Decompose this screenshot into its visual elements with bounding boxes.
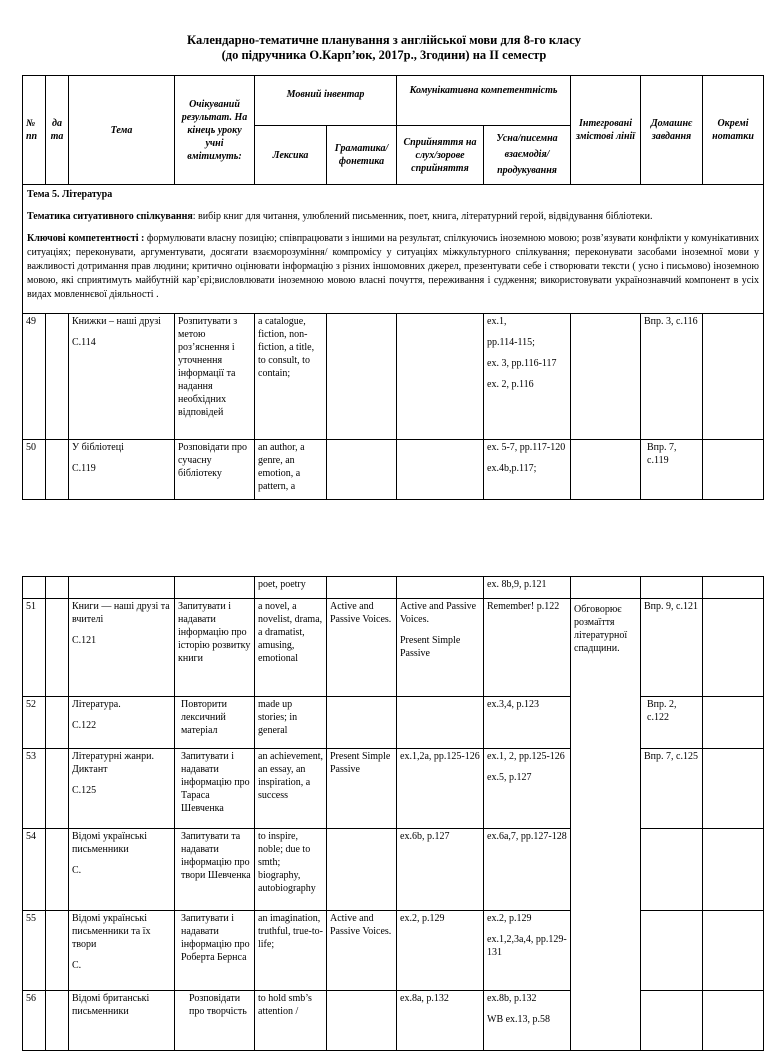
lesson-topic — [69, 314, 175, 440]
topic-page: С.121 — [72, 635, 97, 646]
lesson-integrated — [571, 314, 641, 440]
interaction-line: pp.114-115; — [487, 337, 535, 348]
lesson-homework — [641, 829, 703, 911]
lesson-homework: Впр. 9, с.121 — [641, 599, 703, 697]
table-row — [23, 599, 764, 697]
lesson-perception — [397, 599, 484, 697]
lesson-date — [46, 911, 69, 991]
header-perception: Сприйняття на слух/зорове сприйняття — [397, 126, 484, 185]
topic-text: Книжки – наші друзі — [72, 316, 161, 327]
lesson-perception: ex.1,2a, pp.125-126 — [397, 749, 484, 829]
lesson-result: Запитувати і надавати інформацію про Роберта Бернса — [175, 911, 255, 991]
title-line-2: (до підручника О.Карп’юк, 2017р., 3години) на ІІ семестр — [221, 48, 547, 62]
lesson-topic — [69, 991, 175, 1051]
header-notes: Окремі нотатки — [703, 76, 764, 185]
lesson-notes — [703, 991, 764, 1051]
lesson-perception: ex.6b, p.127 — [397, 829, 484, 911]
lesson-notes — [703, 599, 764, 697]
lesson-result: Повторити лексичний матеріал — [175, 697, 255, 749]
lesson-interaction — [484, 314, 571, 440]
lesson-homework: Впр. 7, с.119 — [641, 440, 703, 500]
lesson-perception — [397, 697, 484, 749]
lesson-grammar — [327, 440, 397, 500]
continuation-row — [23, 577, 764, 599]
topic-text: Література. — [72, 699, 121, 710]
lesson-result: Розпитувати з метою роз’яснення і уточнення інформації та надання необхідних відповідей — [175, 314, 255, 440]
interaction-line: ex.4b,p.117; — [487, 463, 537, 474]
interaction-line: ex.5, p.127 — [487, 772, 532, 783]
lesson-date — [46, 599, 69, 697]
lesson-grammar: Present Simple Passive — [327, 749, 397, 829]
lesson-number: 52 — [23, 697, 46, 749]
lesson-result: Розповідати про сучасну бібліотеку — [175, 440, 255, 500]
lesson-grammar: Active and Passive Voices. — [327, 911, 397, 991]
lesson-interaction: ex. 8b,9, p.121 — [484, 577, 571, 599]
lesson-notes — [703, 440, 764, 500]
interaction-line: ex. 2, p.116 — [487, 379, 534, 390]
lesson-interaction — [484, 911, 571, 991]
title-line-1: Календарно-тематичне планування з англійської мови для 8-го класу — [187, 33, 581, 47]
header-homework: Домашнє завдання — [641, 76, 703, 185]
lesson-lexis: a novel, a novelist, drama, a dramatist, amusing, emotional — [255, 599, 327, 697]
lesson-perception: ex.2, p.129 — [397, 911, 484, 991]
lesson-homework: Впр. 3, с.116 — [641, 314, 703, 440]
lesson-date — [46, 991, 69, 1051]
theme-title: Тема 5. Література — [27, 189, 113, 200]
lesson-notes — [703, 697, 764, 749]
plan-table-page-1 — [22, 75, 764, 500]
lesson-number: 56 — [23, 991, 46, 1051]
perception-line: Active and Passive Voices. — [400, 601, 477, 625]
header-communicative: Комунікативна компетентність — [397, 76, 571, 126]
lesson-lexis: made up stories; in general — [255, 697, 327, 749]
topic-page: С. — [72, 865, 82, 876]
lesson-number: 54 — [23, 829, 46, 911]
perception-line: Present Simple Passive — [400, 635, 461, 659]
lesson-lexis: an achievement, an essay, an inspiration, a success — [255, 749, 327, 829]
interaction-line: ex. 3, pp.116-117 — [487, 358, 557, 369]
topic-page: С. — [72, 960, 82, 971]
interaction-line: ex.1,2,3a,4, pp.129-131 — [487, 934, 567, 958]
lesson-date — [46, 697, 69, 749]
header-integrated: Інтегровані змістові лінії — [571, 76, 641, 185]
lesson-date — [46, 314, 69, 440]
table-row — [23, 911, 764, 991]
topic-text: У бібліотеці — [72, 442, 124, 453]
plan-table-page-2 — [22, 576, 764, 1051]
lesson-interaction — [484, 991, 571, 1051]
lesson-result: Запитувати та надавати інформацію про твори Шевченка — [175, 829, 255, 911]
lesson-interaction — [484, 440, 571, 500]
lesson-topic — [69, 829, 175, 911]
lesson-lexis: to hold smb’s attention / — [255, 991, 327, 1051]
lesson-lexis: an author, a genre, an emotion, a pattern, a — [255, 440, 327, 500]
lesson-number: 49 — [23, 314, 46, 440]
lesson-lexis: poet, poetry — [255, 577, 327, 599]
lesson-notes — [703, 911, 764, 991]
header-interaction: Усна/писемна взаємодія/ продукування — [484, 126, 571, 185]
lesson-number: 50 — [23, 440, 46, 500]
lesson-notes — [703, 314, 764, 440]
table-row — [23, 440, 764, 500]
lesson-lexis: to inspire, noble; due to smth; biography, autobiography — [255, 829, 327, 911]
lesson-interaction: Remember! p.122 — [484, 599, 571, 697]
header-lexis: Лексика — [255, 126, 327, 185]
section-note — [23, 185, 764, 314]
lesson-topic — [69, 911, 175, 991]
lesson-interaction: ex.6a,7, pp.127-128 — [484, 829, 571, 911]
lesson-date — [46, 440, 69, 500]
topic-text: Відомі українські письменники — [72, 831, 148, 855]
topic-text: Літературні жанри. Диктант — [72, 751, 154, 775]
topic-page: С.122 — [72, 720, 97, 731]
section-row — [23, 185, 764, 314]
lesson-homework: Впр. 2, с.122 — [641, 697, 703, 749]
lesson-result: Розповідати про творчість — [175, 991, 255, 1051]
lesson-number: 53 — [23, 749, 46, 829]
lesson-date — [46, 749, 69, 829]
table-row — [23, 991, 764, 1051]
header-result: Очікуваний результат. На кінець уроку учні вмітимуть: — [175, 76, 255, 185]
lesson-integrated: Обговорює розмаїття літературної спадщини. — [571, 599, 641, 1051]
interaction-line: ex.1, — [487, 316, 507, 327]
header-date: да та — [46, 76, 69, 185]
interaction-line: ex.2, p.129 — [487, 913, 532, 924]
situational-label: Тематика ситуативного спілкування — [27, 211, 193, 222]
lesson-lexis: an imagination, truthful, true-to-life; — [255, 911, 327, 991]
lesson-topic — [69, 697, 175, 749]
header-row — [23, 76, 764, 126]
topic-page: С.125 — [72, 785, 97, 796]
lesson-topic — [69, 749, 175, 829]
lesson-grammar — [327, 314, 397, 440]
header-language: Мовний інвентар — [255, 76, 397, 126]
lesson-homework: Впр. 7, с.125 — [641, 749, 703, 829]
lesson-grammar: Active and Passive Voices. — [327, 599, 397, 697]
lesson-interaction — [484, 749, 571, 829]
topic-text: Відомі британські письменники — [72, 993, 150, 1017]
table-row — [23, 697, 764, 749]
lesson-interaction: ex.3,4, p.123 — [484, 697, 571, 749]
lesson-grammar — [327, 697, 397, 749]
lesson-perception: ex.8a, p.132 — [397, 991, 484, 1051]
lesson-date — [46, 829, 69, 911]
table-row — [23, 314, 764, 440]
interaction-line: ex.8b, p.132 — [487, 993, 537, 1004]
lesson-grammar — [327, 829, 397, 911]
lesson-topic — [69, 440, 175, 500]
lesson-topic — [69, 599, 175, 697]
lesson-integrated — [571, 440, 641, 500]
competences-text: формулювати власну позицію; співпрацювати з іншими на результат, спілкуючись іноземною мовою; розв’язувати конфлікти у комунікативних ситуаціях; переконувати, аргументувати, досягати взаєморозуміння/ компромісу у ситуаціях міжкультурного спілкування; переконувати засобами іноземної мови у важливості дотримання прав людини; критично оцінювати інформацію з різних іншомовних джерел, презентувати себе і створювати тексти ( усно і письмово) іноземною мовою, які сприятимуть майбутній кар’єрі;висловлювати іноземною мовою власні почуття, переживання і судження; використовувати українознавчий компонент в усіх видах мовленнєвої діяльності . — [27, 233, 760, 300]
lesson-result: Запитувати і надавати інформацію про Тараса Шевченка — [175, 749, 255, 829]
document-title — [0, 33, 768, 63]
lesson-notes — [703, 829, 764, 911]
interaction-line: WB ex.13, p.58 — [487, 1014, 551, 1025]
lesson-number: 51 — [23, 599, 46, 697]
header-grammar: Граматика/ фонетика — [327, 126, 397, 185]
table-row — [23, 829, 764, 911]
topic-page: С.114 — [72, 337, 96, 348]
lesson-perception — [397, 314, 484, 440]
topic-page: С.119 — [72, 463, 96, 474]
topic-text: Книги — наші друзі та вчителі — [72, 601, 170, 625]
lesson-homework — [641, 911, 703, 991]
header-num: № пп — [23, 76, 46, 185]
header-topic: Тема — [69, 76, 175, 185]
interaction-line: ex.1, 2, pp.125-126 — [487, 751, 565, 762]
lesson-grammar — [327, 991, 397, 1051]
lesson-notes — [703, 749, 764, 829]
table-row — [23, 749, 764, 829]
interaction-line: ex. 5-7, pp.117-120 — [487, 442, 566, 453]
topic-text: Відомі українські письменники та їх твори — [72, 913, 151, 950]
lesson-lexis: a catalogue, fiction, non-fiction, a title, to consult, to contain; — [255, 314, 327, 440]
lesson-homework — [641, 991, 703, 1051]
competences-label: Ключові компетентності : — [27, 233, 145, 244]
situational-text: : вибір книг для читання, улюблений письменник, поет, книга, літературний герой, відвідування бібліотеки. — [192, 211, 653, 222]
lesson-result: Запитувати і надавати інформацію про історію розвитку книги — [175, 599, 255, 697]
lesson-number: 55 — [23, 911, 46, 991]
lesson-perception — [397, 440, 484, 500]
